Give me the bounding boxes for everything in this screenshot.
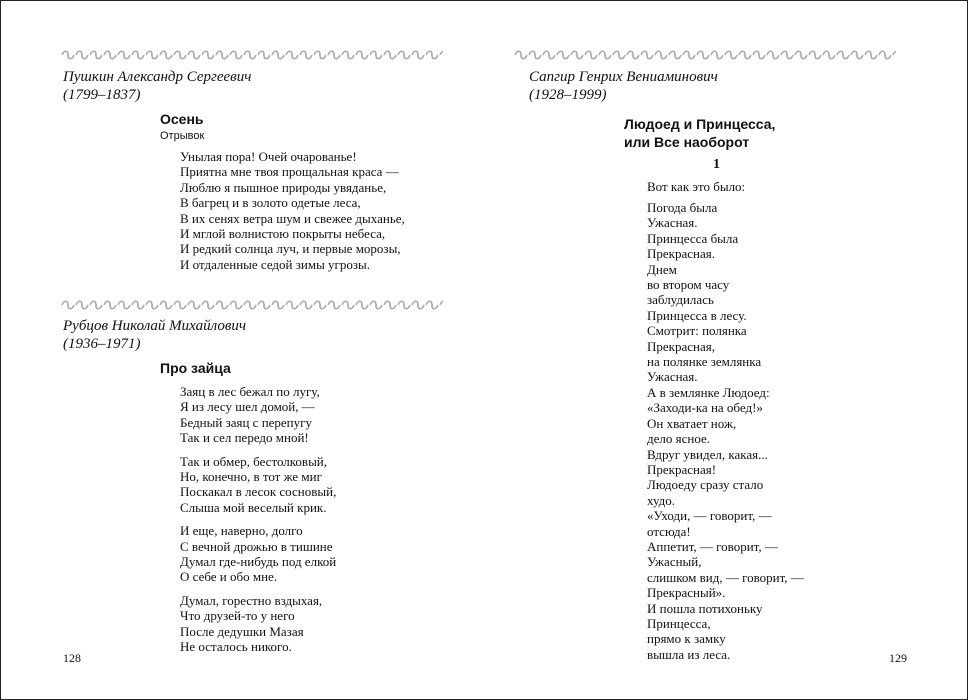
poem-line: Что друзей-то у него <box>180 608 295 624</box>
author-years: (1936–1971) <box>63 336 141 352</box>
poem-title-line-2: или Все наоборот <box>624 134 750 150</box>
poem-line: заблудилась <box>647 292 714 308</box>
poem-line: Так и сел передо мной! <box>180 430 309 446</box>
poem-line: Так и обмер, бестолковый, <box>180 453 328 469</box>
page-number: 129 <box>889 651 907 665</box>
poem-line: С вечной дрожью в тишине <box>180 538 333 554</box>
poem-line: И еще, наверно, долго <box>180 523 303 539</box>
stanza <box>180 384 336 446</box>
ornament-divider <box>61 299 443 311</box>
stanza <box>180 454 336 516</box>
poem-line: Но, конечно, в тот же миг <box>180 469 322 485</box>
poem-line: худо. <box>647 492 676 508</box>
ornament-divider <box>514 49 896 61</box>
poem-line: Принцесса в лесу. <box>647 307 747 323</box>
poem-text <box>180 149 405 280</box>
poem-line: вышла из леса. <box>647 646 731 662</box>
poem-line: Смотрит: полянка <box>647 323 747 339</box>
poem-text <box>180 384 336 663</box>
poem-line: Заяц в лес бежал по лугу, <box>180 384 320 399</box>
author-name: Рубцов Николай Михайлович <box>63 318 247 334</box>
poem-line: отсюда! <box>647 523 691 539</box>
poem-line: Вдруг увидел, какая... <box>647 446 768 462</box>
poem-line: на полянке землянка <box>647 354 762 370</box>
poem-title-line-1: Людоед и Принцесса, <box>624 116 776 132</box>
author-name: Сапгир Генрих Вениаминович <box>529 69 718 85</box>
stanza <box>180 523 336 585</box>
poem-line: дело ясное. <box>647 431 711 447</box>
poem-line: Бедный заяц с перепугу <box>180 414 312 430</box>
poem-line: Людоеду сразу стало <box>647 477 764 493</box>
poem-line: Ужасная. <box>647 369 698 385</box>
poem-subtitle: Отрывок <box>160 130 205 142</box>
poem-line: Приятна мне твоя прощальная краса — <box>180 164 399 180</box>
ornament-divider-graphic <box>61 49 443 61</box>
poem-line: А в землянке Людоед: <box>647 384 770 400</box>
ornament-divider-graphic <box>514 49 896 61</box>
poem-line: Думал, горестно вздыхая, <box>180 592 323 608</box>
poem-line: Аппетит, — говорит, — <box>647 538 778 554</box>
poem-line: О себе и обо мне. <box>180 569 278 585</box>
poem-line: Не осталось никого. <box>180 639 292 655</box>
poem-line: Прекрасная! <box>647 461 717 477</box>
poem-line: Думал где-нибудь под елкой <box>180 554 337 570</box>
right-page <box>484 1 967 699</box>
poem-text <box>647 200 804 662</box>
poem-line: Ужасная. <box>647 215 698 231</box>
poem-line: И редкий солнца луч, и первые морозы, <box>180 241 401 257</box>
poem-line: «Уходи, — говорит, — <box>647 508 772 524</box>
section-number: 1 <box>713 157 720 172</box>
author-years: (1799–1837) <box>63 87 141 103</box>
poem-title: Про зайца <box>160 360 231 376</box>
author-name: Пушкин Александр Сергеевич <box>63 69 252 85</box>
poem-line: И отдаленные седой зимы угрозы. <box>180 256 371 272</box>
poem-line: «Заходи-ка на обед!» <box>647 400 763 416</box>
author-years: (1928–1999) <box>529 87 607 103</box>
poem-line: Днем <box>647 261 677 277</box>
poem-line: Прекрасная. <box>647 246 715 262</box>
poem-line: Принцесса была <box>647 230 739 246</box>
poem-intro <box>647 179 745 194</box>
poem-line: В их сенях ветра шум и свежее дыханье, <box>180 210 405 226</box>
poem-line: Слыша мой веселый крик. <box>180 499 327 515</box>
poem-line: во втором часу <box>647 277 730 293</box>
poem-line: Прекрасный». <box>647 585 726 601</box>
poem-line: И пошла потихоньку <box>647 600 763 616</box>
poem-line: Вот как это было: <box>647 179 746 194</box>
poem-title: Осень <box>160 111 204 127</box>
poem-line: В багрец и в золото одетые леса, <box>180 195 361 211</box>
ornament-divider <box>61 49 443 61</box>
poem-line: И мглой волнистою покрыты небеса, <box>180 226 386 242</box>
stanza <box>180 149 405 272</box>
poem-line: Он хватает нож, <box>647 415 737 431</box>
stanza <box>180 593 336 655</box>
poem-line: Принцесса, <box>647 615 711 631</box>
left-page <box>1 1 484 699</box>
poem-line: Унылая пора! Очей очарованье! <box>180 149 357 164</box>
poem-line: прямо к замку <box>647 631 726 647</box>
poem-line: Люблю я пышное природы увяданье, <box>180 179 387 195</box>
page-number: 128 <box>63 651 81 665</box>
poem-line: Ужасный, <box>647 554 702 570</box>
poem-line: Поскакал в лесок сосновый, <box>180 484 337 500</box>
ornament-divider-graphic <box>61 299 443 311</box>
poem-line: Погода была <box>647 200 718 215</box>
poem-line: Я из лесу шел домой, — <box>180 399 315 415</box>
poem-line: После дедушки Мазая <box>180 623 304 639</box>
poem-line: Прекрасная, <box>647 338 715 354</box>
poem-line: слишком вид, — говорит, — <box>647 569 804 585</box>
